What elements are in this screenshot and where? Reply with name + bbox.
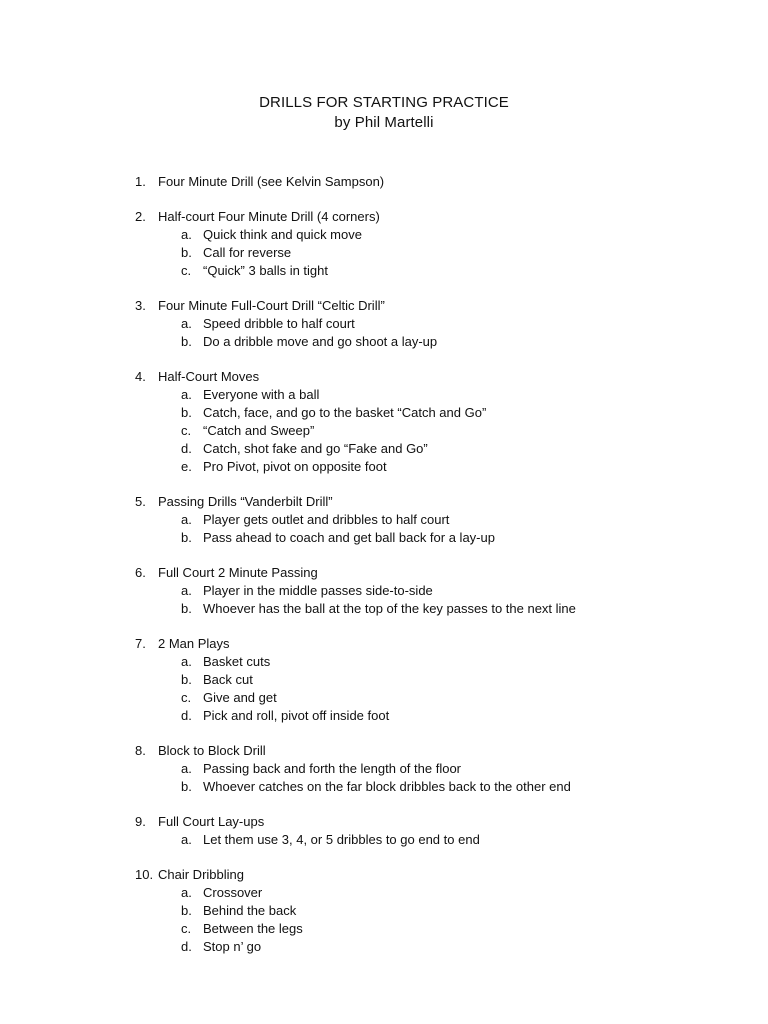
- subitem-letter: a.: [181, 316, 192, 331]
- drill-title: Half-court Four Minute Drill (4 corners): [158, 209, 380, 224]
- drill-heading: [0, 368, 768, 386]
- drill-title: Full Court Lay-ups: [158, 814, 265, 829]
- subitem-text: Let them use 3, 4, or 5 dribbles to go end to end: [203, 832, 480, 847]
- subitem-text: Pass ahead to coach and get ball back for a lay-up: [203, 530, 495, 545]
- drill-heading: [0, 866, 768, 884]
- subitem-text: Pro Pivot, pivot on opposite foot: [203, 459, 387, 474]
- drill-subitem: [0, 902, 768, 920]
- subitem-text: Quick think and quick move: [203, 227, 362, 242]
- subitem-text: Do a dribble move and go shoot a lay-up: [203, 334, 438, 349]
- subitem-text: Whoever has the ball at the top of the key passes to the next line: [203, 601, 576, 616]
- drill-item: [0, 742, 768, 796]
- subitem-text: Give and get: [203, 690, 277, 705]
- drill-number: 1.: [135, 174, 146, 189]
- subitem-text: Behind the back: [203, 903, 297, 918]
- drill-heading: [0, 564, 768, 582]
- drill-heading: [0, 493, 768, 511]
- drill-item: [0, 493, 768, 547]
- drill-subitem: [0, 386, 768, 404]
- subitem-text: Stop n’ go: [203, 939, 262, 954]
- drill-list: [0, 173, 768, 973]
- drill-heading: [0, 173, 768, 191]
- subitem-text: Pick and roll, pivot off inside foot: [203, 708, 390, 723]
- document-title: DRILLS FOR STARTING PRACTICE: [259, 94, 509, 111]
- subitem-text: Basket cuts: [203, 654, 271, 669]
- drill-title: Chair Dribbling: [158, 867, 244, 882]
- drill-title: Half-Court Moves: [158, 369, 260, 384]
- subitem-letter: a.: [181, 654, 192, 669]
- drill-number: 9.: [135, 814, 146, 829]
- subitem-letter: a.: [181, 227, 192, 242]
- drill-subitem: [0, 831, 768, 849]
- drill-subitem: [0, 760, 768, 778]
- drill-number: 6.: [135, 565, 146, 580]
- drill-item: [0, 208, 768, 280]
- subitem-text: “Quick” 3 balls in tight: [203, 263, 328, 278]
- drill-number: 4.: [135, 369, 146, 384]
- drill-subitem: [0, 778, 768, 796]
- title-block: [0, 93, 768, 133]
- drill-subitem: [0, 600, 768, 618]
- subitem-letter: b.: [181, 405, 192, 420]
- drill-title: 2 Man Plays: [158, 636, 230, 651]
- subitem-text: Crossover: [203, 885, 263, 900]
- subitem-letter: a.: [181, 387, 192, 402]
- subitem-text: Passing back and forth the length of the floor: [203, 761, 462, 776]
- drill-heading: [0, 635, 768, 653]
- drill-subitem: [0, 511, 768, 529]
- drill-item: [0, 564, 768, 618]
- drill-item: [0, 866, 768, 956]
- drill-subitem: [0, 707, 768, 725]
- subitem-text: Catch, shot fake and go “Fake and Go”: [203, 441, 428, 456]
- drill-subitem: [0, 920, 768, 938]
- drill-title: Four Minute Full-Court Drill “Celtic Drill”: [158, 298, 385, 313]
- drill-number: 7.: [135, 636, 146, 651]
- subitem-letter: b.: [181, 672, 192, 687]
- drill-heading: [0, 297, 768, 315]
- drill-subitem: [0, 262, 768, 280]
- subitem-letter: b.: [181, 779, 192, 794]
- subitem-letter: d.: [181, 708, 192, 723]
- subitem-text: Between the legs: [203, 921, 303, 936]
- subitem-text: “Catch and Sweep”: [203, 423, 315, 438]
- drill-subitem: [0, 529, 768, 547]
- drill-title: Passing Drills “Vanderbilt Drill”: [158, 494, 333, 509]
- document-byline: by Phil Martelli: [334, 114, 434, 131]
- drill-heading: [0, 742, 768, 760]
- subitem-letter: d.: [181, 939, 192, 954]
- drill-number: 2.: [135, 209, 146, 224]
- drill-subitem: [0, 226, 768, 244]
- drill-subitem: [0, 884, 768, 902]
- subitem-letter: c.: [181, 263, 192, 278]
- drill-heading: [0, 208, 768, 226]
- subitem-letter: b.: [181, 245, 192, 260]
- subitem-letter: d.: [181, 441, 192, 456]
- subitem-text: Call for reverse: [203, 245, 292, 260]
- subitem-letter: a.: [181, 761, 192, 776]
- drill-item: [0, 813, 768, 849]
- drill-subitem: [0, 458, 768, 476]
- subitem-text: Whoever catches on the far block dribbles back to the other end: [203, 779, 571, 794]
- subitem-letter: a.: [181, 583, 192, 598]
- drill-subitem: [0, 671, 768, 689]
- subitem-text: Everyone with a ball: [203, 387, 320, 402]
- drill-number: 10.: [135, 867, 154, 882]
- subitem-letter: c.: [181, 690, 192, 705]
- drill-subitem: [0, 440, 768, 458]
- drill-number: 8.: [135, 743, 146, 758]
- drill-subitem: [0, 315, 768, 333]
- subitem-text: Catch, face, and go to the basket “Catch and Go”: [203, 405, 487, 420]
- drill-title: Full Court 2 Minute Passing: [158, 565, 318, 580]
- drill-subitem: [0, 244, 768, 262]
- subitem-letter: c.: [181, 921, 192, 936]
- subitem-letter: a.: [181, 832, 192, 847]
- drill-item: [0, 368, 768, 476]
- subitem-text: Player gets outlet and dribbles to half court: [203, 512, 450, 527]
- drill-item: [0, 173, 768, 191]
- subitem-letter: b.: [181, 334, 192, 349]
- drill-item: [0, 297, 768, 351]
- subitem-letter: c.: [181, 423, 192, 438]
- drill-title: Four Minute Drill (see Kelvin Sampson): [158, 174, 385, 189]
- drill-subitem: [0, 938, 768, 956]
- drill-number: 3.: [135, 298, 146, 313]
- subitem-letter: b.: [181, 601, 192, 616]
- subitem-text: Speed dribble to half court: [203, 316, 355, 331]
- subitem-text: Back cut: [203, 672, 253, 687]
- subitem-letter: a.: [181, 512, 192, 527]
- subitem-letter: b.: [181, 903, 192, 918]
- subitem-letter: e.: [181, 459, 192, 474]
- subitem-letter: a.: [181, 885, 192, 900]
- drill-title: Block to Block Drill: [158, 743, 266, 758]
- drill-subitem: [0, 404, 768, 422]
- drill-subitem: [0, 422, 768, 440]
- subitem-text: Player in the middle passes side-to-side: [203, 583, 433, 598]
- drill-heading: [0, 813, 768, 831]
- drill-item: [0, 635, 768, 725]
- drill-subitem: [0, 653, 768, 671]
- drill-number: 5.: [135, 494, 146, 509]
- subitem-letter: b.: [181, 530, 192, 545]
- drill-subitem: [0, 689, 768, 707]
- drill-subitem: [0, 333, 768, 351]
- drill-subitem: [0, 582, 768, 600]
